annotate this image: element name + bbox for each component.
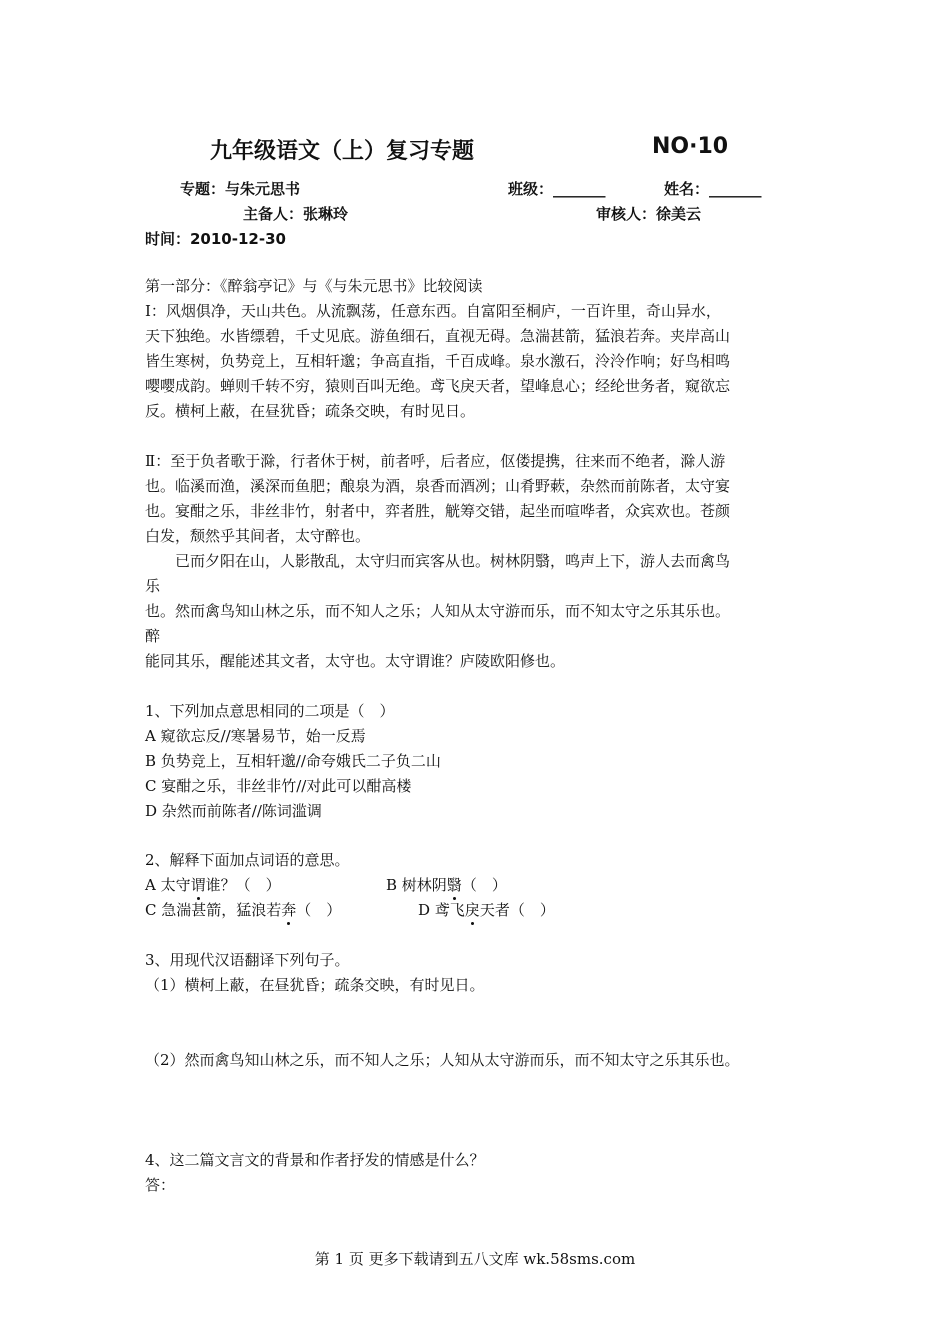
date-label: 时间：2010-12-30 — [145, 230, 286, 248]
item-text: （ ） — [296, 901, 342, 919]
question-3-stem: 3、用现代汉语翻译下列句子。 — [145, 951, 350, 969]
passage2-line: 白发，颓然乎其间者，太守醉也。 — [145, 527, 371, 545]
passage2-line: Ⅱ：至于负者歌于滁，行者休于树，前者呼，后者应，伛偻提携，往来而不绝者，滁人游 — [145, 452, 726, 470]
dotted-char: 翳 — [446, 876, 462, 894]
passage2-line: 也。宴酣之乐，非丝非竹，射者中，弈者胜，觥筹交错，起坐而喧哗者，众宾欢也。苍颜 — [145, 502, 731, 520]
question-1-option-a: A 窥欲忘反//寒暑易节，始一反焉 — [145, 727, 366, 745]
name-field[interactable]: 姓名：_______ — [664, 180, 762, 198]
question-2-item-c — [145, 899, 341, 920]
passage2-line: 醉 — [145, 627, 161, 645]
passage1-line: 天下独绝。水皆缥碧，千丈见底。游鱼细石，直视无碍。急湍甚箭，猛浪若奔。夹岸高山 — [145, 327, 731, 345]
passage1-line: 嘤嘤成韵。蝉则千转不穷，猿则百叫无绝。鸢飞戾天者，望峰息心；经纶世务者，窥欲忘 — [145, 377, 731, 395]
question-1-stem: 1、下列加点意思相同的二项是（ ） — [145, 702, 395, 720]
dotted-char: 戾 — [464, 901, 480, 919]
passage1-line: Ⅰ：风烟俱净，天山共色。从流飘荡，任意东西。自富阳至桐庐，一百许里，奇山异水， — [145, 302, 721, 320]
item-text: C 急湍甚箭，猛浪若 — [145, 901, 282, 919]
issue-number: NO·10 — [652, 134, 729, 159]
item-text: B 树林阴 — [386, 876, 447, 894]
question-4-stem: 4、这二篇文言文的背景和作者抒发的情感是什么？ — [145, 1151, 485, 1169]
passage2-line: 也。临溪而渔，溪深而鱼肥；酿泉为酒，泉香而酒冽；山肴野蔌，杂然而前陈者，太守宴 — [145, 477, 731, 495]
question-3-sentence-2: （2）然而禽鸟知山林之乐，而不知人之乐；人知从太守游而乐，而不知太守之乐其乐也。 — [145, 1051, 740, 1069]
question-3-sentence-1: （1）横柯上蔽，在昼犹昏；疏条交映，有时见日。 — [145, 976, 485, 994]
passage2-line: 也。然而禽鸟知山林之乐，而不知人之乐；人知从太守游而乐，而不知太守之乐其乐也。 — [145, 602, 731, 620]
question-2-item-d — [418, 899, 555, 920]
question-4-answer: 答： — [145, 1176, 176, 1194]
page-title: 九年级语文（上）复习专题 — [210, 139, 475, 164]
passage2-line: 能同其乐，醒能述其文者，太守也。太守谓谁？庐陵欧阳修也。 — [145, 652, 566, 670]
question-2-item-a — [145, 874, 281, 895]
question-2-item-b — [386, 874, 507, 895]
class-field[interactable]: 班级：_______ — [508, 180, 606, 198]
part1-heading: 第一部分：《醉翁亭记》与《与朱元思书》比较阅读 — [145, 277, 483, 295]
question-1-option-b: B 负势竞上，互相轩邈//命夸娥氏二子负二山 — [145, 752, 441, 770]
item-text: 谁？（ ） — [205, 876, 281, 894]
page-footer: 第 1 页 更多下载请到五八文库 wk.58sms.com — [314, 1250, 636, 1268]
preparer-label: 主备人：张琳玲 — [243, 205, 349, 223]
passage1-line: 反。横柯上蔽，在昼犹昏；疏条交映，有时见日。 — [145, 402, 476, 420]
item-text: A 太守 — [145, 876, 191, 894]
item-text: （ ） — [461, 876, 507, 894]
dotted-char: 谓 — [190, 876, 206, 894]
question-1-option-d: D 杂然而前陈者//陈词滥调 — [145, 802, 322, 820]
passage2-line: 已而夕阳在山，人影散乱，太守归而宾客从也。树林阴翳，鸣声上下，游人去而禽鸟 — [145, 552, 731, 570]
passage1-line: 皆生寒树，负势竞上，互相轩邈；争高直指，千百成峰。泉水激石，泠泠作响；好鸟相鸣 — [145, 352, 731, 370]
topic-label: 专题：与朱元思书 — [180, 180, 301, 198]
item-text: D 鸢飞 — [418, 901, 465, 919]
reviewer-label: 审核人：徐美云 — [596, 205, 702, 223]
dotted-char: 奔 — [281, 901, 297, 919]
item-text: 天者（ ） — [479, 901, 555, 919]
passage2-line: 乐 — [145, 577, 161, 595]
question-2-stem: 2、解释下面加点词语的意思。 — [145, 851, 350, 869]
question-1-option-c: C 宴酣之乐，非丝非竹//对此可以酣高楼 — [145, 777, 412, 795]
